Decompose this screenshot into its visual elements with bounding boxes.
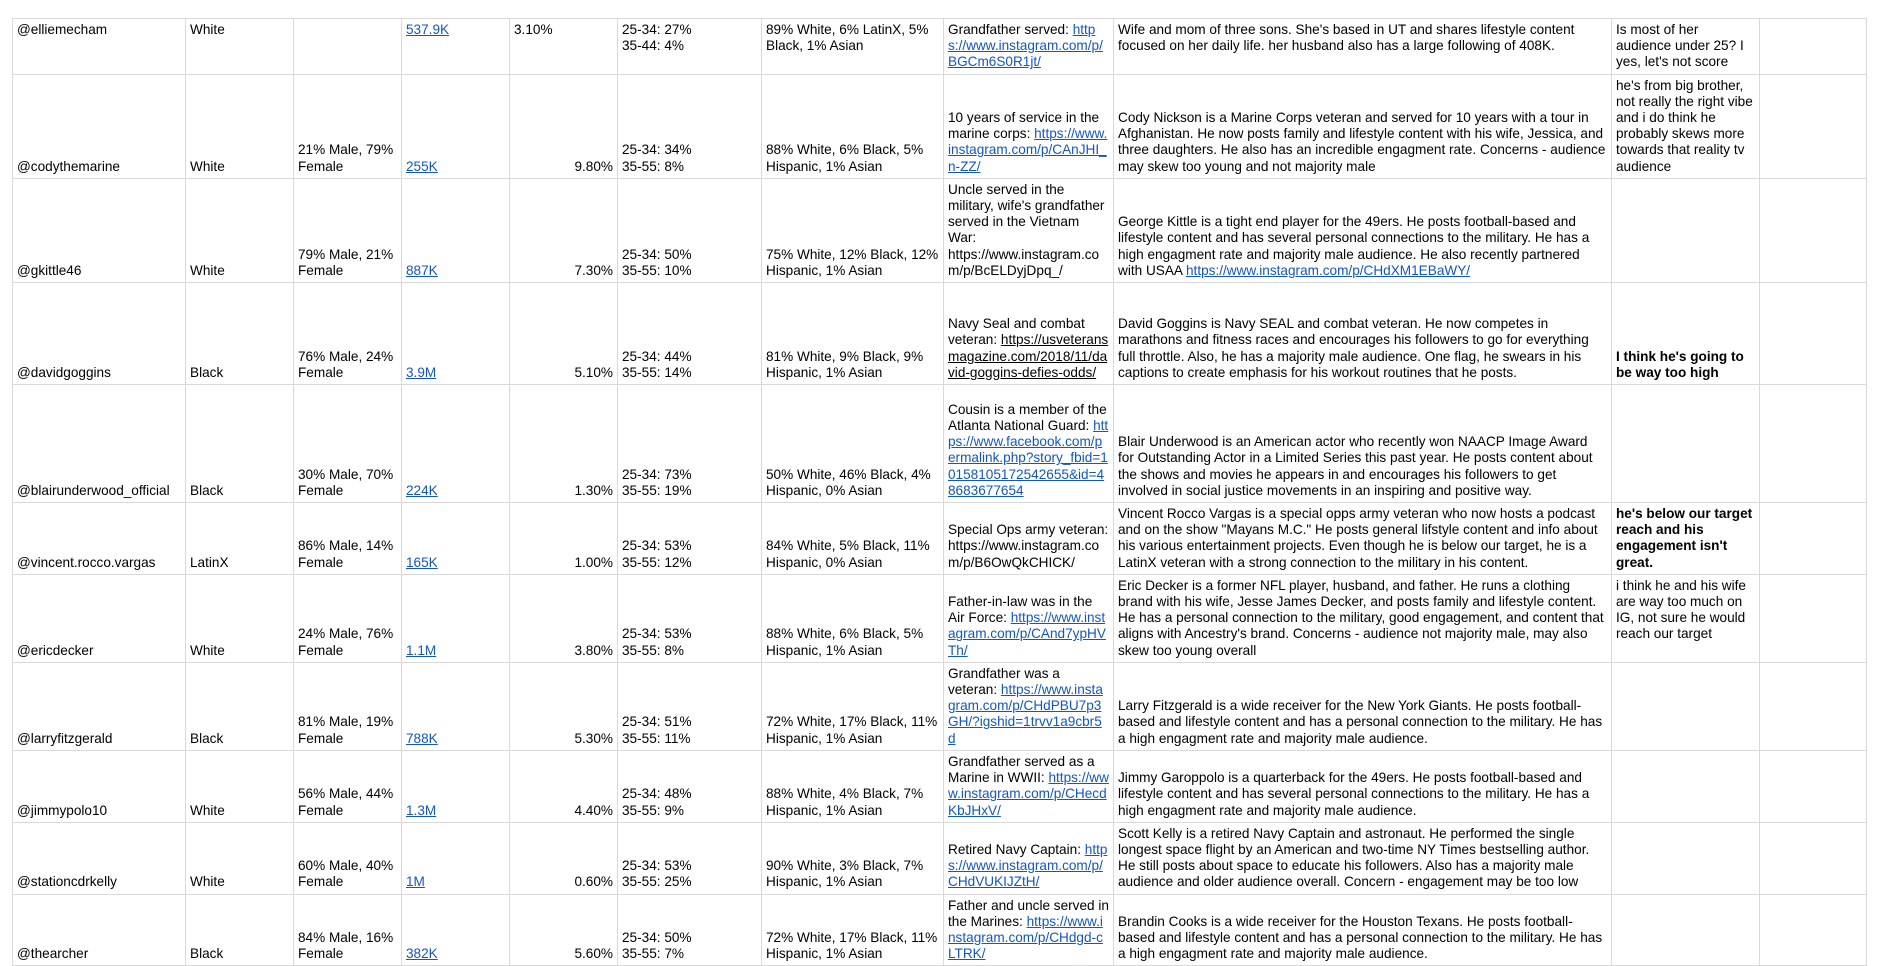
cell-engagement[interactable]: 3.80%	[510, 574, 618, 662]
cell-engagement[interactable]: 5.10%	[510, 283, 618, 385]
followers-link[interactable]: 382K	[406, 946, 438, 962]
cell-empty[interactable]	[1760, 894, 1867, 966]
cell-military-connection[interactable]: Uncle served in the military, wife's grandfather served in the Vietnam War: https://www.instagram.com/p/BcELDyjDpq_/	[944, 178, 1114, 282]
cell-military-connection[interactable]: 10 years of service in the marine corps: https://www.instagram.com/p/CAnJHI_n-ZZ/	[944, 74, 1114, 178]
cell-notes[interactable]: he's from big brother, not really the right vibe and i do think he probably skews more towards that reality tv audience	[1612, 74, 1760, 178]
cell-audience-ethnicity[interactable]: 88% White, 6% Black, 5% Hispanic, 1% Asian	[762, 574, 944, 662]
cell-description[interactable]: David Goggins is Navy SEAL and combat veteran. He now competes in marathons and fitness races and encourages his followers to go for everything full throttle. Also, he has a majority male audience. One flag, he swears in his captions to create emphasis for his workout routines that he posts.	[1114, 283, 1612, 385]
cell-engagement[interactable]: 1.00%	[510, 503, 618, 575]
followers-link[interactable]: 537.9K	[406, 22, 450, 37]
cell-ethnicity[interactable]: White	[186, 178, 294, 282]
cell-empty[interactable]	[1760, 574, 1867, 662]
cell-empty[interactable]	[1760, 74, 1867, 178]
followers-link[interactable]: 3.9M	[406, 364, 437, 380]
cell-handle[interactable]: @blairunderwood_official	[13, 385, 186, 503]
table-row	[13, 822, 1867, 894]
cell-gender-split[interactable]: 86% Male, 14% Female	[294, 503, 402, 575]
cell-gender-split[interactable]: 21% Male, 79% Female	[294, 74, 402, 178]
cell-empty[interactable]	[1760, 503, 1867, 575]
connection-link[interactable]: https://www.instagram.com/p/BGCm6S0R1jt/	[948, 22, 1103, 70]
cell-age-range[interactable]: 25-34: 53% 35-55: 25%	[618, 822, 762, 894]
followers-link[interactable]: 1M	[406, 874, 425, 890]
cell-empty[interactable]	[1760, 822, 1867, 894]
cell-military-connection[interactable]: Navy Seal and combat veteran: https://usveteransmagazine.com/2018/11/david-goggins-defies-odds/	[944, 283, 1114, 385]
cell-followers[interactable]	[402, 503, 510, 575]
cell-gender-split[interactable]: 84% Male, 16% Female	[294, 894, 402, 966]
table-row	[13, 503, 1867, 575]
cell-handle[interactable]: @larryfitzgerald	[13, 662, 186, 750]
cell-engagement[interactable]: 5.60%	[510, 894, 618, 966]
cell-notes[interactable]: I think he's going to be way too high	[1612, 283, 1760, 385]
cell-empty[interactable]	[1760, 750, 1867, 822]
cell-empty[interactable]	[1760, 283, 1867, 385]
cell-ethnicity[interactable]: Black	[186, 894, 294, 966]
cell-ethnicity[interactable]: Black	[186, 283, 294, 385]
connection-link[interactable]: https://www.instagram.com/p/CAnJHI_n-ZZ/	[948, 126, 1108, 174]
spreadsheet-grid	[12, 18, 1866, 966]
cell-handle[interactable]: @codythemarine	[13, 74, 186, 178]
cell-gender-split[interactable]: 81% Male, 19% Female	[294, 662, 402, 750]
cell-description[interactable]: Scott Kelly is a retired Navy Captain and astronaut. He performed the single longest space flight by an American and two-time NY Times bestselling author. He still posts about space to educate his followers. Also has a majority male audience and older audience overall. Concern - engagement may be too low	[1114, 822, 1612, 894]
cell-handle[interactable]: @davidgoggins	[13, 283, 186, 385]
cell-notes[interactable]	[1612, 662, 1760, 750]
followers-link[interactable]: 1.3M	[406, 802, 437, 818]
table-row	[13, 750, 1867, 822]
cell-handle[interactable]: @stationcdrkelly	[13, 822, 186, 894]
cell-notes[interactable]	[1612, 822, 1760, 894]
cell-engagement[interactable]: 4.40%	[510, 750, 618, 822]
cell-ethnicity[interactable]: LatinX	[186, 503, 294, 575]
cell-gender-split[interactable]: 30% Male, 70% Female	[294, 385, 402, 503]
cell-military-connection[interactable]: Cousin is a member of the Atlanta National Guard: https://www.facebook.com/permalink.php?story_fbid=10158105172542655&id=48683677654	[944, 385, 1114, 503]
cell-engagement[interactable]: 3.10%	[510, 19, 618, 75]
cell-ethnicity[interactable]: White	[186, 74, 294, 178]
cell-notes[interactable]: i think he and his wife are way too much on IG, not sure he would reach our target	[1612, 574, 1760, 662]
cell-followers[interactable]	[402, 178, 510, 282]
cell-age-range[interactable]: 25-34: 27% 35-44: 4%	[618, 19, 762, 75]
followers-link[interactable]: 788K	[406, 730, 438, 746]
cell-handle[interactable]: @ericdecker	[13, 574, 186, 662]
cell-gender-split[interactable]: 76% Male, 24% Female	[294, 283, 402, 385]
cell-notes[interactable]: he's below our target reach and his engagement isn't great.	[1612, 503, 1760, 575]
cell-handle[interactable]: @thearcher	[13, 894, 186, 966]
cell-ethnicity[interactable]: White	[186, 19, 294, 75]
connection-link[interactable]: https://www.instagram.com/p/CHdgd-cLTRK/	[948, 913, 1103, 962]
cell-ethnicity[interactable]: Black	[186, 662, 294, 750]
cell-empty[interactable]	[1760, 385, 1867, 503]
cell-followers[interactable]	[402, 283, 510, 385]
cell-gender-split[interactable]	[294, 19, 402, 75]
cell-followers[interactable]	[402, 750, 510, 822]
cell-description[interactable]: Vincent Rocco Vargas is a special opps army veteran who now hosts a podcast and on the show "Mayans M.C." He posts general lifstyle content and info about his various entertainment projects. Even though he is below our target, he is a LatinX veteran with a strong connection to the military in his content.	[1114, 503, 1612, 575]
cell-handle[interactable]: @jimmypolo10	[13, 750, 186, 822]
connection-link[interactable]: https://www.instagram.com/p/CHdVUKIJZtH/	[948, 841, 1108, 890]
followers-link[interactable]: 224K	[406, 482, 438, 498]
cell-gender-split[interactable]: 24% Male, 76% Female	[294, 574, 402, 662]
cell-engagement[interactable]: 0.60%	[510, 822, 618, 894]
connection-link[interactable]: https://www.instagram.com/p/CHdPBU7p3GH/?igshid=1trvv1a9cbr5d	[948, 682, 1103, 746]
cell-age-range[interactable]: 25-34: 50% 35-55: 10%	[618, 178, 762, 282]
cell-audience-ethnicity[interactable]: 84% White, 5% Black, 11% Hispanic, 0% Asian	[762, 503, 944, 575]
cell-engagement[interactable]: 5.30%	[510, 662, 618, 750]
cell-age-range[interactable]: 25-34: 48% 35-55: 9%	[618, 750, 762, 822]
description-link[interactable]: https://www.instagram.com/p/CHdXM1EBaWY/	[1186, 262, 1471, 278]
cell-notes[interactable]: Is most of her audience under 25? I yes, let's not score	[1612, 19, 1760, 75]
cell-followers[interactable]	[402, 74, 510, 178]
table-row	[13, 662, 1867, 750]
cell-notes[interactable]	[1612, 750, 1760, 822]
cell-age-range[interactable]: 25-34: 53% 35-55: 8%	[618, 574, 762, 662]
table-row	[13, 19, 1867, 75]
cell-military-connection[interactable]: Special Ops army veteran: https://www.instagram.com/p/B6OwQkCHICK/	[944, 503, 1114, 575]
cell-ethnicity[interactable]: White	[186, 822, 294, 894]
cell-ethnicity[interactable]: Black	[186, 385, 294, 503]
cell-audience-ethnicity[interactable]: 89% White, 6% LatinX, 5% Black, 1% Asian	[762, 19, 944, 75]
cell-gender-split[interactable]: 56% Male, 44% Female	[294, 750, 402, 822]
cell-age-range[interactable]: 25-34: 34% 35-55: 8%	[618, 74, 762, 178]
cell-audience-ethnicity[interactable]: 88% White, 4% Black, 7% Hispanic, 1% Asian	[762, 750, 944, 822]
cell-followers[interactable]	[402, 19, 510, 75]
cell-audience-ethnicity[interactable]: 72% White, 17% Black, 11% Hispanic, 1% Asian	[762, 662, 944, 750]
cell-description[interactable]: Wife and mom of three sons. She's based in UT and shares lifestyle content focused on her daily life. her husband also has a large following of 408K.	[1114, 19, 1612, 75]
followers-link[interactable]: 165K	[406, 554, 438, 570]
cell-description[interactable]: Eric Decker is a former NFL player, husband, and father. He runs a clothing brand with his wife, Jesse James Decker, and posts family and lifestyle content. He has a personal connection to the military, good engagement, and content that aligns with Ancestry's brand. Concerns - audience not majority male, may also skew too young overall	[1114, 574, 1612, 662]
cell-audience-ethnicity[interactable]: 88% White, 6% Black, 5% Hispanic, 1% Asian	[762, 74, 944, 178]
cell-audience-ethnicity[interactable]: 50% White, 46% Black, 4% Hispanic, 0% Asian	[762, 385, 944, 503]
cell-ethnicity[interactable]: White	[186, 750, 294, 822]
cell-description[interactable]: Blair Underwood is an American actor who recently won NAACP Image Award for Outstanding Actor in a Limited Series this past year. He posts content about the shows and movies he appears in and encourages his followers to get involved in social justice movements in an inspiring and positive way.	[1114, 385, 1612, 503]
cell-gender-split[interactable]: 60% Male, 40% Female	[294, 822, 402, 894]
connection-link[interactable]: https://www.instagram.com/p/CHecdKbJHxV/	[948, 770, 1109, 818]
cell-audience-ethnicity[interactable]: 72% White, 17% Black, 11% Hispanic, 1% Asian	[762, 894, 944, 966]
cell-age-range[interactable]: 25-34: 73% 35-55: 19%	[618, 385, 762, 503]
connection-link[interactable]: https://www.facebook.com/permalink.php?story_fbid=10158105172542655&id=48683677654	[948, 418, 1109, 498]
cell-age-range[interactable]: 25-34: 44% 35-55: 14%	[618, 283, 762, 385]
cell-empty[interactable]	[1760, 662, 1867, 750]
cell-gender-split[interactable]: 79% Male, 21% Female	[294, 178, 402, 282]
connection-link[interactable]: https://usveteransmagazine.com/2018/11/david-goggins-defies-odds/	[948, 332, 1109, 380]
cell-age-range[interactable]: 25-34: 50% 35-55: 7%	[618, 894, 762, 966]
cell-audience-ethnicity[interactable]: 81% White, 9% Black, 9% Hispanic, 1% Asian	[762, 283, 944, 385]
cell-empty[interactable]	[1760, 19, 1867, 75]
cell-military-connection[interactable]: Father and uncle served in the Marines: https://www.instagram.com/p/CHdgd-cLTRK/	[944, 894, 1114, 966]
cell-empty[interactable]	[1760, 178, 1867, 282]
table-row	[13, 574, 1867, 662]
followers-link[interactable]: 255K	[406, 158, 438, 174]
cell-age-range[interactable]: 25-34: 51% 35-55: 11%	[618, 662, 762, 750]
cell-followers[interactable]	[402, 385, 510, 503]
cell-engagement[interactable]: 9.80%	[510, 74, 618, 178]
cell-description[interactable]: Jimmy Garoppolo is a quarterback for the 49ers. He posts football-based and lifestyle content and has several personal connections to the military. He has a high engagment rate and majority male audience.	[1114, 750, 1612, 822]
cell-military-connection[interactable]: Grandfather served: https://www.instagram.com/p/BGCm6S0R1jt/	[944, 19, 1114, 75]
table-row	[13, 894, 1867, 966]
table-row	[13, 178, 1867, 282]
cell-followers[interactable]	[402, 574, 510, 662]
cell-military-connection[interactable]: Father-in-law was in the Air Force: https://www.instagram.com/p/CAnd7ypHVTh/	[944, 574, 1114, 662]
cell-audience-ethnicity[interactable]: 90% White, 3% Black, 7% Hispanic, 1% Asian	[762, 822, 944, 894]
cell-age-range[interactable]: 25-34: 53% 35-55: 12%	[618, 503, 762, 575]
followers-link[interactable]: 887K	[406, 262, 438, 278]
cell-notes[interactable]	[1612, 178, 1760, 282]
influencer-table	[12, 18, 1867, 966]
cell-description[interactable]: George Kittle is a tight end player for the 49ers. He posts football-based and lifestyle content and has several personal connections to the military. He has a high engagment rate and majority male audience. He also recently partnered with USAA https://www.instagram.com/p/CHdXM1EBaWY/	[1114, 178, 1612, 282]
cell-followers[interactable]	[402, 894, 510, 966]
cell-audience-ethnicity[interactable]: 75% White, 12% Black, 12% Hispanic, 1% Asian	[762, 178, 944, 282]
cell-notes[interactable]	[1612, 385, 1760, 503]
connection-link[interactable]: https://www.instagram.com/p/CAnd7ypHVTh/	[948, 610, 1106, 658]
table-row	[13, 74, 1867, 178]
table-row	[13, 385, 1867, 503]
cell-engagement[interactable]: 7.30%	[510, 178, 618, 282]
cell-handle[interactable]: @gkittle46	[13, 178, 186, 282]
cell-handle[interactable]: @vincent.rocco.vargas	[13, 503, 186, 575]
followers-link[interactable]: 1.1M	[406, 642, 437, 658]
cell-description[interactable]: Cody Nickson is a Marine Corps veteran and served for 10 years with a tour in Afghanistan. He now posts family and lifestyle content with his wife, Jessica, and three daughters. He also has an incredible engagment rate. Concerns - audience may skew too young and not majority male	[1114, 74, 1612, 178]
cell-description[interactable]: Brandin Cooks is a wide receiver for the Houston Texans. He posts football-based and lifestyle content and has a personal connection to the military. He has a high engagment rate and majority male audience.	[1114, 894, 1612, 966]
cell-ethnicity[interactable]: White	[186, 574, 294, 662]
table-row	[13, 283, 1867, 385]
cell-notes[interactable]	[1612, 894, 1760, 966]
cell-followers[interactable]	[402, 822, 510, 894]
cell-military-connection[interactable]: Grandfather served as a Marine in WWII: https://www.instagram.com/p/CHecdKbJHxV/	[944, 750, 1114, 822]
cell-description[interactable]: Larry Fitzgerald is a wide receiver for the New York Giants. He posts football-based and lifestyle content and has a personal connection to the military. He has a high engagment rate and majority male audience.	[1114, 662, 1612, 750]
cell-engagement[interactable]: 1.30%	[510, 385, 618, 503]
cell-military-connection[interactable]: Grandfather was a veteran: https://www.instagram.com/p/CHdPBU7p3GH/?igshid=1trvv1a9cbr5d	[944, 662, 1114, 750]
cell-followers[interactable]	[402, 662, 510, 750]
cell-handle[interactable]: @elliemecham	[13, 19, 186, 75]
cell-military-connection[interactable]: Retired Navy Captain: https://www.instagram.com/p/CHdVUKIJZtH/	[944, 822, 1114, 894]
